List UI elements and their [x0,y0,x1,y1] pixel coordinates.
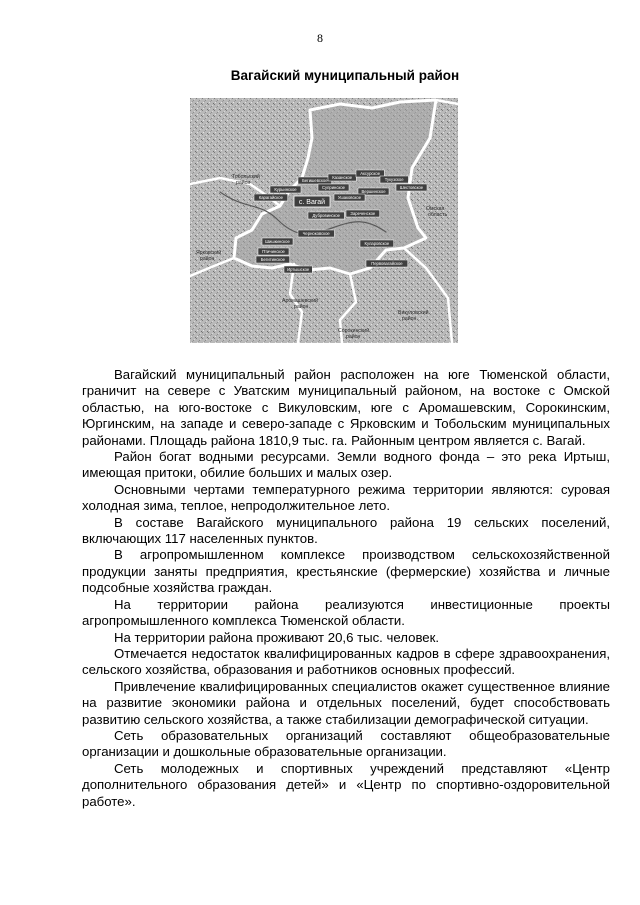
settlement-name: Аксурское [360,171,381,177]
center-marker [294,196,330,207]
settlement-label [308,212,344,219]
settlement-name: Дубровинское [312,213,341,219]
settlement-label [360,240,394,247]
district-map [190,98,458,343]
map-label-aromashevo: Аромашевский район [282,298,319,310]
map-label-vikulovo: Викуловский район [398,310,429,322]
paragraph: На территории района проживают 20,6 тыс. человек. [114,629,440,645]
settlement-name: Ушаковское [337,195,362,201]
settlement-name: Шишкинское [265,239,290,245]
settlement-label [284,266,312,273]
paragraph: Сеть молодежных и спортивных учреждений представляют «Центр дополнительного образования детей» и «Центр по спортивно-оздоровительной работе». [82,760,610,809]
body-text [82,367,610,810]
settlement-label [254,194,288,201]
settlement-name: Супринское [322,185,345,191]
settlement-name: Иртышское [287,267,310,273]
paragraph: Сеть образовательных организаций составляют общеобразовательные организации и дошкольные образовательные организации. [82,727,610,760]
map-label-sorokino: Сорокинский район [338,328,370,340]
paragraph: На территории района реализуются инвестиционные проекты агропромышленного комплекса Тюменской области. [82,596,610,629]
settlement-label [298,177,332,184]
settlement-label [328,174,356,181]
settlement-label [262,238,293,245]
map-center-label: с. Вагай [298,199,326,206]
settlement-name: Тукузское [384,177,404,183]
settlement-name: Карагайское [258,195,283,201]
settlement-name: Первовагайское [371,261,403,267]
settlement-name: Птичинское [262,249,285,255]
map-label-yarkovo: Ярковский район [196,250,222,262]
map-label-tobolsk: Тобольский район [232,174,260,186]
settlement-name: Бегитинское [260,257,285,263]
settlement-label [346,210,380,217]
map-label-omsk: Омская область [426,206,448,218]
settlement-name: Вершинское [361,189,386,195]
page-title: Вагайский муниципальный район [230,68,460,83]
settlement-label [334,194,365,201]
settlement-name: Зареченское [350,211,376,217]
settlement-name: Бегишевское [302,178,328,184]
paragraph: Привлечение квалифицированных специалистов окажет существенное влияние на развитие экономики района и отдельных поселений, будет способствовать развитию сельского хозяйства, а также стабилизации демографической ситуации. [82,678,610,727]
settlement-label [366,260,408,267]
settlement-name: Курьинское [274,187,297,193]
settlement-label [380,176,408,183]
paragraph: Отмечается недостаток квалифицированных кадров в сфере здравоохранения, сельского хозяйства, образования и работников основных профессий. [82,645,610,678]
settlement-label [298,230,334,237]
paragraph: Район богат водными ресурсами. Земли водного фонда – это река Иртыш, имеющая притоки, обилие больших и малых озер. [82,449,610,481]
page-number: 8 [317,31,323,45]
settlement-name: Шестовское [399,185,424,191]
settlement-label [270,186,301,193]
settlement-label [318,184,349,191]
settlement-name: Казанское [332,175,353,181]
settlement-name: Куларовское [364,241,390,247]
settlement-name: Черноковское [302,231,330,237]
paragraph: В агропромышленном комплексе производством сельскохозяйственной продукции заняты предприятия, крестьянские (фермерские) хозяйства и личные подсобные хозяйства граждан. [82,547,610,596]
settlement-label [396,184,427,191]
paragraph: Вагайский муниципальный район расположен на юге Тюменской области, граничит на севере с Уватским муниципальный районом, на востоке с Омской областью, на юго-востоке с Викуловским, юге с Аромашевским, Сорокинским, Юргинским, на западе и северо-западе с Ярковским и Тобольским муниципальных районами. Площадь района 1810,9 тыс. га. Районным центром является с. Вагай. [82,367,610,448]
paragraph: Основными чертами температурного режима территории являются: суровая холодная зима, теплое, непродолжительное лето. [82,481,610,514]
paragraph: В составе Вагайского муниципального района 19 сельских поселений, включающих 117 населенных пунктов. [82,514,610,547]
settlement-label [258,248,289,255]
settlement-label [256,256,290,263]
